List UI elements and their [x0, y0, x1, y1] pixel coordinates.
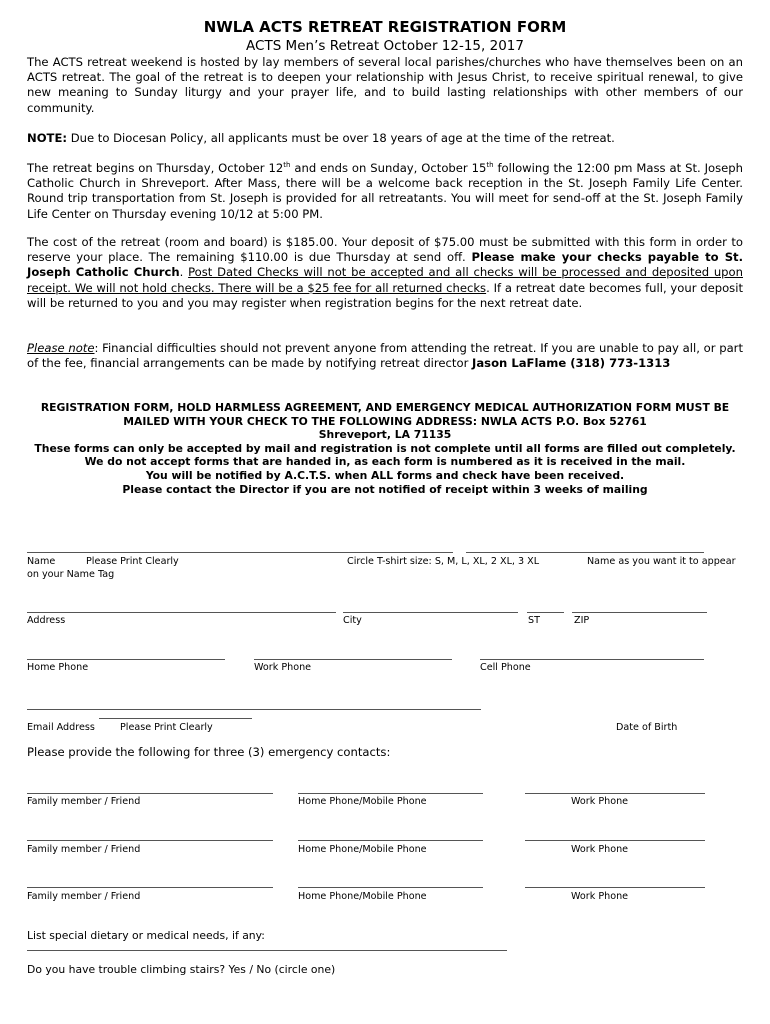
- work-phone-label: Work Phone: [254, 662, 312, 673]
- home-phone-input-line[interactable]: [27, 659, 225, 660]
- cost-paragraph: [27, 235, 743, 311]
- emergency-heading: Please provide the following for three (3) emergency contacts:: [27, 745, 391, 759]
- email-label: Email Address: [27, 722, 95, 733]
- schedule-text-3: following the 12:00 pm Mass at St. Joseph Catholic Church in Shreveport. After Mass, there will be a welcome back reception in the St. Joseph Family Life Center. Round trip transportation from St. Joseph is provided for all retreatants. You will meet for send-off at the St. Joseph Family Life Center on Thursday evening 10/12 at 5:00 PM.: [27, 161, 743, 221]
- form-title: NWLA ACTS RETREAT REGISTRATION FORM: [203, 18, 567, 36]
- mailing-line-4: We do not accept forms that are handed in, as each form is numbered as it is received in the mail.: [84, 455, 686, 469]
- form-subtitle: ACTS Men’s Retreat October 12-15, 2017: [246, 38, 524, 54]
- schedule-sup-2: th: [486, 161, 494, 170]
- note-label: NOTE:: [27, 131, 68, 145]
- note-paragraph: [27, 131, 743, 146]
- name-label: Name: [27, 556, 56, 567]
- contact-1-name-label: Family member / Friend: [27, 796, 141, 807]
- cost-text-2: .: [179, 265, 189, 280]
- nametag-label-cont: on your Name Tag: [27, 569, 115, 580]
- cost-text-3: . If a retreat date becomes full, your deposit will be returned to you and you may register when registration begins for the next retreat date.: [27, 280, 743, 310]
- contact-2-name-line[interactable]: [27, 840, 273, 841]
- schedule-text-2: and ends on Sunday, October 15: [290, 161, 487, 175]
- cost-text-1: The cost of the retreat (room and board) is $185.00. Your deposit of $75.00 must be submitted with this form in order to reserve your place. The remaining $110.00 is due Thursday at send off.: [27, 235, 743, 265]
- tshirt-size-label[interactable]: Circle T-shirt size: S, M, L, XL, 2 XL, 3 XL: [347, 556, 540, 567]
- work-phone-input-line[interactable]: [254, 659, 452, 660]
- city-input-line[interactable]: [343, 612, 518, 613]
- address-label: Address: [27, 615, 66, 626]
- mailing-line-3: These forms can only be accepted by mail and registration is not complete until all forms are filled out completely.: [34, 441, 736, 455]
- contact-2-work-phone-label: Work Phone: [571, 844, 629, 855]
- financial-label: Please note: [27, 341, 95, 355]
- dob-label: Date of Birth: [616, 722, 678, 733]
- contact-3-name-label: Family member / Friend: [27, 891, 141, 902]
- contact-1-home-phone-label: Home Phone/Mobile Phone: [298, 796, 427, 807]
- cell-phone-input-line[interactable]: [480, 659, 704, 660]
- mailing-instructions: [27, 401, 743, 496]
- email-input-line[interactable]: [27, 709, 481, 710]
- director-contact: Jason LaFlame (318) 773-1313: [472, 356, 671, 371]
- contact-3-home-phone-line[interactable]: [298, 887, 483, 888]
- email-input-line-extra[interactable]: [99, 718, 252, 719]
- mailing-line-5: You will be notified by A.C.T.S. when ALL forms and check have been received.: [145, 468, 625, 482]
- note-text: Due to Diocesan Policy, all applicants must be over 18 years of age at the time of the retreat.: [67, 131, 615, 145]
- contact-1-home-phone-line[interactable]: [298, 793, 483, 794]
- home-phone-label: Home Phone: [27, 662, 89, 673]
- contact-2-home-phone-label: Home Phone/Mobile Phone: [298, 844, 427, 855]
- financial-text: : Financial difficulties should not prevent anyone from attending the retreat. If you are unable to pay all, or part of the fee, financial arrangements can be made by notifying retreat director: [27, 341, 743, 371]
- city-label: City: [343, 615, 362, 626]
- mailing-line-2: Shreveport, LA 71135: [318, 428, 452, 442]
- state-label: ST: [528, 615, 540, 626]
- financial-paragraph: [27, 341, 743, 371]
- contact-2-name-label: Family member / Friend: [27, 844, 141, 855]
- mailing-line-1: REGISTRATION FORM, HOLD HARMLESS AGREEMENT, AND EMERGENCY MEDICAL AUTHORIZATION FORM MUST BE MAILED WITH YOUR CHECK TO THE FOLLOWING ADDRESS: NWLA ACTS P.O. Box 52761: [40, 401, 730, 428]
- dietary-input-line[interactable]: [27, 950, 507, 951]
- name-input-line[interactable]: [27, 552, 453, 553]
- schedule-sup-1: th: [283, 161, 291, 170]
- dietary-question: List special dietary or medical needs, if any:: [27, 929, 265, 942]
- state-input-line[interactable]: [527, 612, 564, 613]
- cost-payable-bold: Please make your checks payable to St. Joseph Catholic Church: [27, 250, 744, 280]
- zip-input-line[interactable]: [572, 612, 707, 613]
- stairs-question[interactable]: Do you have trouble climbing stairs? Yes / No (circle one): [27, 963, 336, 976]
- email-hint: Please Print Clearly: [120, 722, 213, 733]
- contact-3-work-phone-line[interactable]: [525, 887, 705, 888]
- contact-1-name-line[interactable]: [27, 793, 273, 794]
- address-input-line[interactable]: [27, 612, 336, 613]
- intro-paragraph: The ACTS retreat weekend is hosted by lay members of several local parishes/churches who have themselves been on an ACTS retreat. The goal of the retreat is to deepen your relationship with Jesus Christ, to receive spiritual renewal, to give new meaning to Sunday liturgy and your prayer life, and to build lasting relationships with other members of our community.: [27, 55, 743, 115]
- schedule-paragraph: [27, 161, 743, 222]
- contact-3-home-phone-label: Home Phone/Mobile Phone: [298, 891, 427, 902]
- cost-checks-policy: Post Dated Checks will not be accepted and all checks will be processed and deposited upon receipt. We will not hold checks. There will be a $25 fee for all returned checks: [27, 265, 743, 295]
- zip-label: ZIP: [574, 615, 590, 626]
- nametag-label: Name as you want it to appear: [587, 556, 736, 567]
- mailing-line-6: Please contact the Director if you are not notified of receipt within 3 weeks of mailing: [122, 482, 648, 496]
- cell-phone-label: Cell Phone: [480, 662, 531, 673]
- contact-1-work-phone-line[interactable]: [525, 793, 705, 794]
- name-hint: Please Print Clearly: [86, 556, 179, 567]
- contact-3-name-line[interactable]: [27, 887, 273, 888]
- contact-2-work-phone-line[interactable]: [525, 840, 705, 841]
- contact-1-work-phone-label: Work Phone: [571, 796, 629, 807]
- contact-2-home-phone-line[interactable]: [298, 840, 483, 841]
- schedule-text-1: The retreat begins on Thursday, October 12: [27, 161, 284, 175]
- contact-3-work-phone-label: Work Phone: [571, 891, 629, 902]
- nametag-input-line[interactable]: [466, 552, 704, 553]
